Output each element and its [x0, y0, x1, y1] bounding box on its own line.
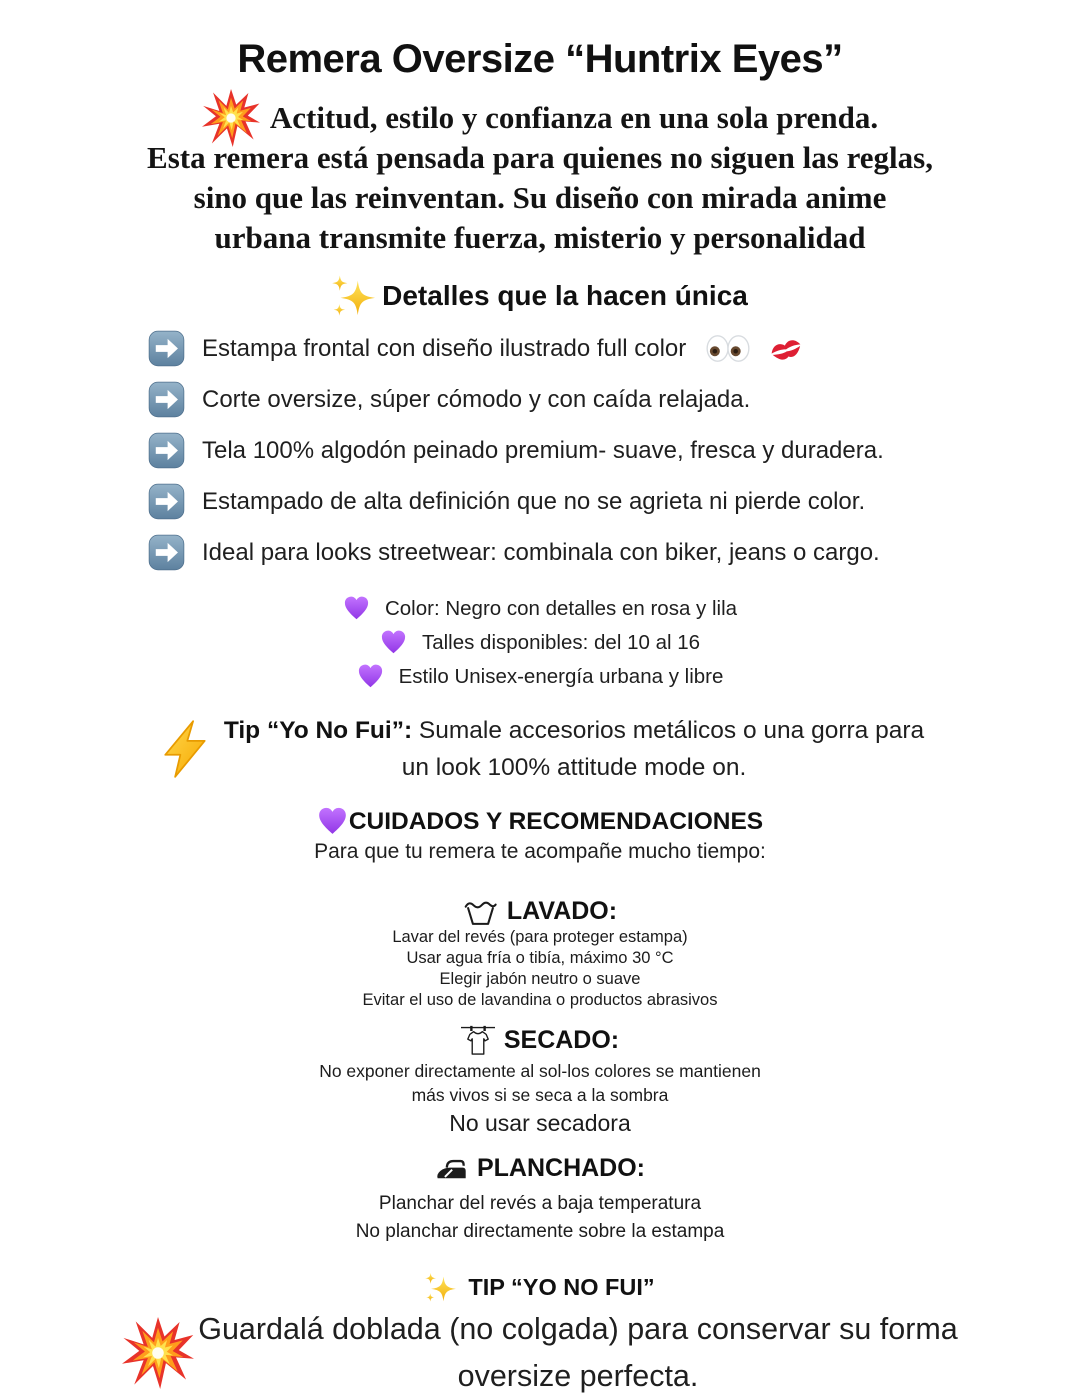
intro-line-2: Esta remera está pensada para quienes no siguen las reglas,: [147, 140, 933, 175]
spec-item: [0, 629, 1080, 656]
final-tip-heading: [0, 1271, 1080, 1304]
wash-basin-icon: [463, 896, 498, 927]
dry-line: No exponer directamente al sol-los colores se mantienen: [319, 1061, 761, 1081]
wash-line: Usar agua fría o tibía, máximo 30 °C: [406, 949, 674, 967]
purple-heart-icon: [317, 806, 348, 837]
final-tip: [0, 1306, 1080, 1400]
final-tip-heading-text: TIP “YO NO FUI”: [468, 1274, 655, 1300]
arrow-right-icon: [148, 381, 185, 418]
feature-text: Estampado de alta definición que no se agrieta ni pierde color.: [202, 487, 866, 515]
spec-text: Estilo Unisex-energía urbana y libre: [398, 664, 724, 688]
iron-icon: [435, 1157, 468, 1181]
iron-instructions: [0, 1190, 1080, 1246]
tip-line-2: un look 100% attitude mode on.: [401, 754, 747, 781]
wash-instructions: [0, 927, 1080, 1011]
eyes-icon: [705, 334, 751, 363]
iron-line: No planchar directamente sobre la estampa: [355, 1221, 725, 1242]
feature-text: Corte oversize, súper cómodo y con caída relajada.: [202, 385, 751, 413]
dry-section-heading: [0, 1024, 1080, 1057]
dry-line: más vivos si se seca a la sombra: [411, 1084, 669, 1105]
details-heading: [0, 280, 1080, 312]
feature-list: [0, 330, 1080, 571]
dry-note: No usar secadora: [449, 1110, 631, 1136]
iron-line: Planchar del revés a baja temperatura: [378, 1193, 702, 1214]
final-tip-line-1: Guardalá doblada (no colgada) para conservar su forma: [198, 1312, 958, 1346]
purple-heart-icon: [380, 629, 407, 656]
wash-heading-text: LAVADO:: [506, 897, 618, 925]
sparkles-icon: [332, 273, 378, 319]
feature-item: [148, 381, 1080, 418]
intro-paragraph: [0, 98, 1080, 258]
intro-line-1: [0, 98, 1080, 138]
feature-item: [148, 534, 1080, 571]
tip-line-1: [224, 712, 924, 749]
spec-item: [0, 595, 1080, 622]
lightning-icon: [156, 720, 214, 778]
dry-instructions: [0, 1060, 1080, 1107]
wash-line: Elegir jabón neutro o suave: [439, 970, 641, 988]
purple-heart-icon: [343, 595, 370, 622]
intro-text: Actitud, estilo y confianza en una sola prenda.: [269, 100, 879, 135]
intro-line-3: sino que las reinventan. Su diseño con mirada anime: [193, 180, 887, 215]
care-subheading: Para que tu remera te acompañe mucho tiempo:: [314, 840, 766, 863]
tip-text: [224, 712, 924, 786]
wash-line: Evitar el uso de lavandina o productos abrasivos: [362, 991, 718, 1009]
tip-label: Tip “Yo No Fui”:: [223, 717, 413, 744]
purple-heart-icon: [357, 663, 384, 690]
iron-heading-text: PLANCHADO:: [476, 1154, 646, 1182]
wash-line: Lavar del revés (para proteger estampa): [392, 928, 688, 946]
line-dry-icon: [461, 1024, 495, 1057]
feature-item: [148, 432, 1080, 469]
feature-text: Ideal para looks streetwear: combinala con biker, jeans o cargo.: [202, 538, 880, 566]
feature-text: Estampa frontal con diseño ilustrado full color: [202, 334, 687, 362]
spec-text: Color: Negro con detalles en rosa y lila: [384, 596, 738, 620]
tip-line-1-text: Sumale accesorios metálicos o una gorra para: [412, 717, 925, 744]
arrow-right-icon: [148, 432, 185, 469]
final-tip-line-2: oversize perfecta.: [457, 1359, 699, 1393]
care-heading-text: CUIDADOS Y RECOMENDACIONES: [348, 807, 764, 835]
details-heading-text: Detalles que la hacen única: [382, 280, 748, 311]
spec-item: [0, 663, 1080, 690]
intro-line-4: urbana transmite fuerza, misterio y personalidad: [214, 220, 866, 255]
feature-item: [148, 330, 1080, 367]
sparkles-icon: [425, 1271, 458, 1304]
iron-section-heading: [0, 1154, 1080, 1183]
spec-list: [0, 595, 1080, 690]
arrow-right-icon: [148, 483, 185, 520]
arrow-right-icon: [148, 330, 185, 367]
feature-text: Tela 100% algodón peinado premium- suave, fresca y duradera.: [202, 436, 884, 464]
wash-section-heading: [0, 896, 1080, 927]
feature-item: [148, 483, 1080, 520]
kiss-mark-icon: [768, 331, 804, 367]
styling-tip: [0, 712, 1080, 786]
page-title: Remera Oversize “Huntrix Eyes”: [237, 37, 843, 81]
arrow-right-icon: [148, 534, 185, 571]
care-heading: [0, 806, 1080, 837]
dry-heading-text: SECADO:: [503, 1026, 620, 1054]
spec-text: Talles disponibles: del 10 al 16: [421, 630, 701, 654]
final-tip-text: [198, 1306, 958, 1400]
collision-icon: [122, 1317, 194, 1389]
